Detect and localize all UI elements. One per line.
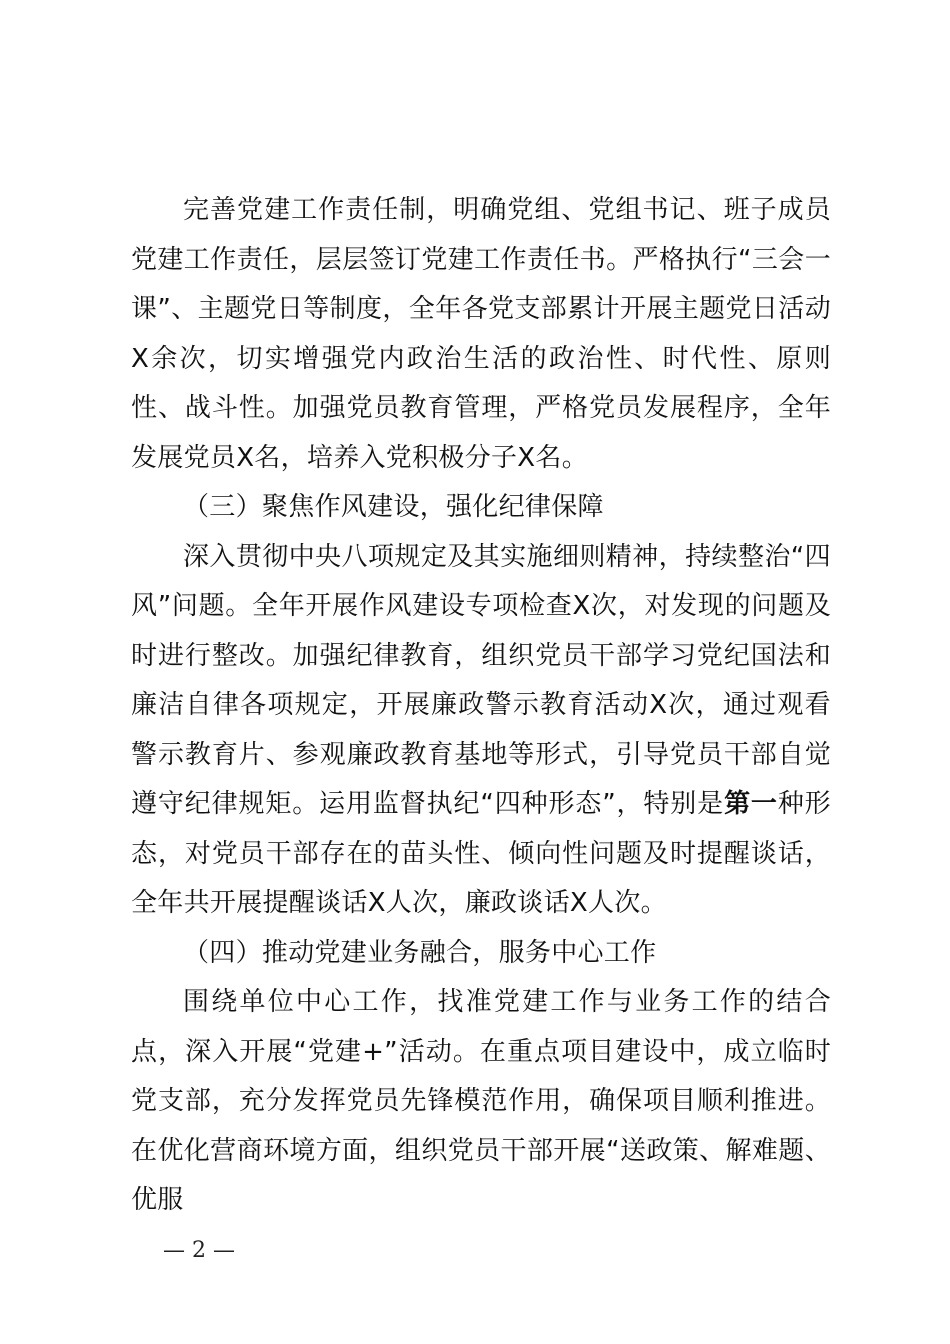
document-body <box>131 186 831 1226</box>
paragraph-text-before-bold: 深入贯彻中央八项规定及其实施细则精神，持续整治“四风”问题。全年开展作风建设专项检查X次，对发现的问题及时进行整改。加强纪律教育，组织党员干部学习党纪国法和廉洁自律各项规定，开展廉政警示教育活动X次，通过观看警示教育片、参观廉政教育基地等形式，引导党员干部自觉遵守纪律规矩。运用监督执纪“四种形态”，特别是 <box>131 541 831 819</box>
paragraph-work-style-discipline <box>131 533 831 929</box>
section-heading-4: （四）推动党建业务融合，服务中心工作 <box>183 937 657 968</box>
section-heading-3: （三）聚焦作风建设，强化纪律保障 <box>183 492 604 522</box>
paragraph-business-integration: 围绕单位中心工作，找准党建工作与业务工作的结合点，深入开展“党建+”活动。在重点项目建设中，成立临时党支部，充分发挥党员先锋模范作用，确保项目顺利推进。在优化营商环境方面，组织党员干部开展“送政策、解难题、优服 <box>131 987 831 1215</box>
page-number: — 2 — <box>163 1238 235 1263</box>
paragraph-text-after-bold: 种形态，对党员干部存在的苗头性、倾向性问题及时提醒谈话，全年共开展提醒谈话X人次，廉政谈话X人次。 <box>131 789 831 918</box>
bold-emphasis: 第一 <box>724 789 778 819</box>
paragraph-party-building-responsibility: 完善党建工作责任制，明确党组、党组书记、班子成员党建工作责任，层层签订党建工作责任书。严格执行“三会一课”、主题党日等制度，全年各党支部累计开展主题党日活动X余次，切实增强党内政治生活的政治性、时代性、原则性、战斗性。加强党员教育管理，严格党员发展程序，全年发展党员X名，培养入党积极分子X名。 <box>131 195 831 473</box>
